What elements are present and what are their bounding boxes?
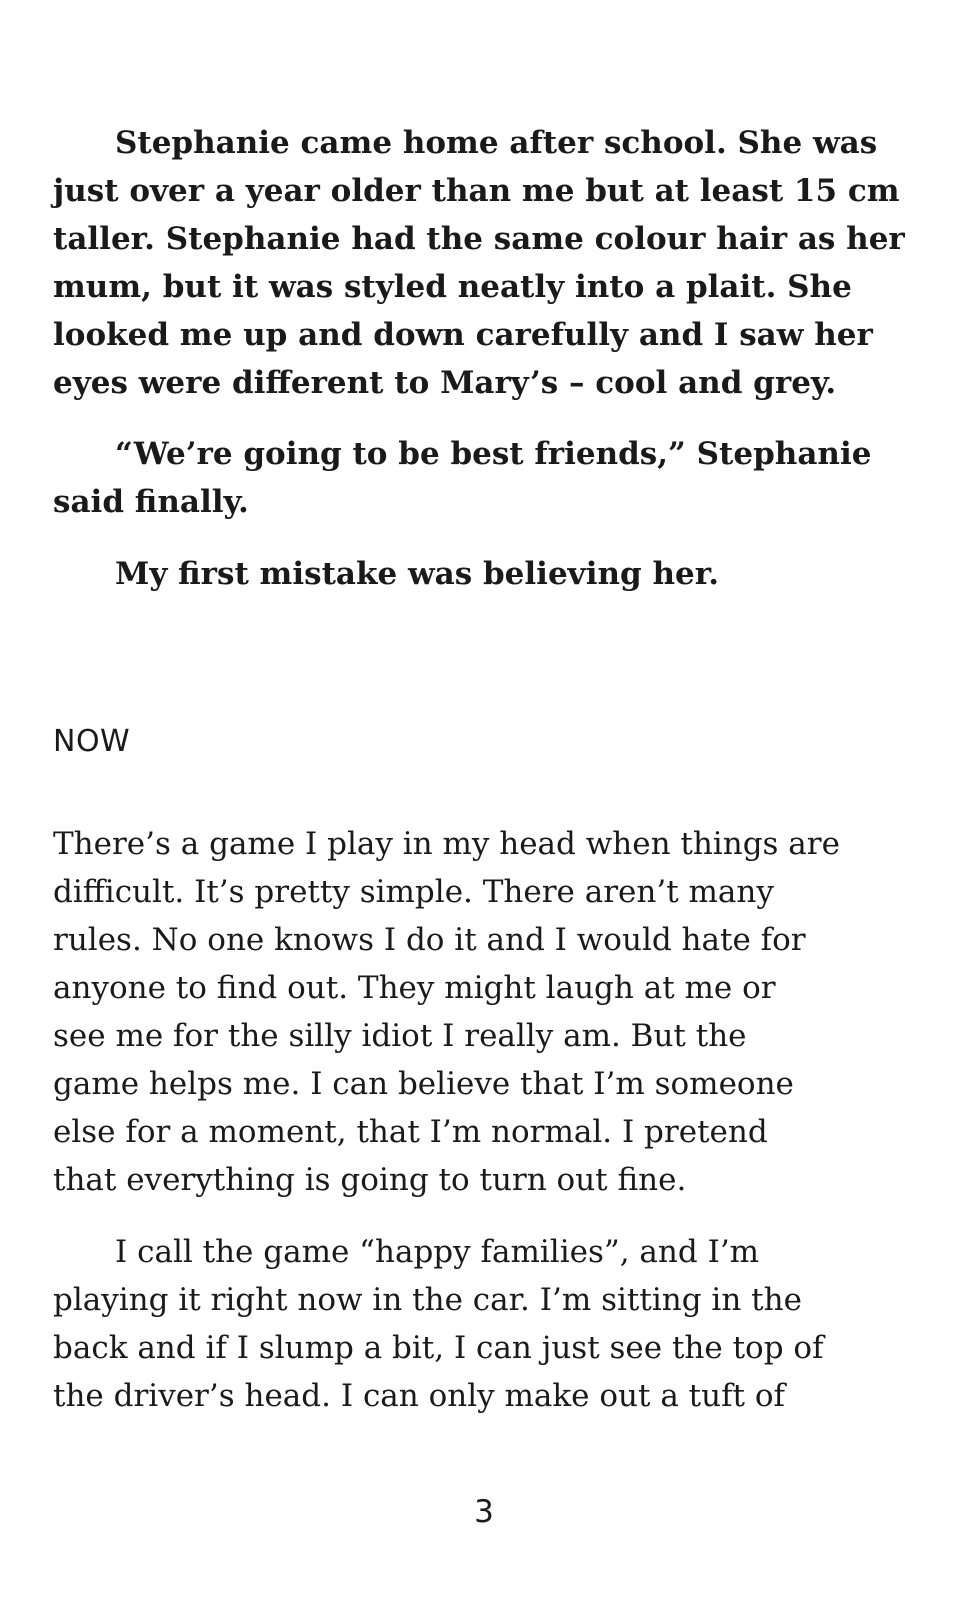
paragraph-game-in-head bbox=[53, 820, 893, 1204]
paragraph-stephanie-arrives bbox=[53, 119, 905, 407]
page-number: 3 bbox=[474, 1494, 494, 1530]
text-line: that everything is going to turn out fine. bbox=[53, 1162, 687, 1198]
text-line: taller. Stephanie had the same colour hair as her bbox=[53, 221, 905, 257]
text-line: I call the game “happy families”, and I’m bbox=[115, 1234, 760, 1270]
text-line: the driver’s head. I can only make out a tuft of bbox=[53, 1378, 785, 1414]
text-line: difficult. It’s pretty simple. There aren’t many bbox=[53, 874, 774, 910]
text-line: “We’re going to be best friends,” Stephanie bbox=[115, 436, 872, 472]
text-line: rules. No one knows I do it and I would hate for bbox=[53, 922, 806, 958]
text-line: game helps me. I can believe that I’m someone bbox=[53, 1066, 794, 1102]
text-line: My first mistake was believing her. bbox=[115, 556, 720, 592]
paragraph-happy-families bbox=[53, 1228, 893, 1420]
text-line: Stephanie came home after school. She was bbox=[115, 125, 878, 161]
text-line: see me for the silly idiot I really am. But the bbox=[53, 1018, 747, 1054]
paragraph-first-mistake bbox=[53, 550, 893, 598]
text-line: anyone to find out. They might laugh at me or bbox=[53, 970, 776, 1006]
text-line: playing it right now in the car. I’m sitting in the bbox=[53, 1282, 802, 1318]
text-line: eyes were different to Mary’s – cool and grey. bbox=[53, 365, 837, 401]
paragraph-best-friends bbox=[53, 430, 893, 526]
text-line: said finally. bbox=[53, 484, 249, 520]
text-line: There’s a game I play in my head when things are bbox=[53, 826, 840, 862]
section-heading: NOW bbox=[53, 724, 131, 759]
text-line: just over a year older than me but at least 15 cm bbox=[53, 173, 900, 209]
text-line: else for a moment, that I’m normal. I pretend bbox=[53, 1114, 768, 1150]
text-line: back and if I slump a bit, I can just see the top of bbox=[53, 1330, 824, 1366]
text-line: mum, but it was styled neatly into a plait. She bbox=[53, 269, 852, 305]
text-line: looked me up and down carefully and I saw her bbox=[53, 317, 873, 353]
